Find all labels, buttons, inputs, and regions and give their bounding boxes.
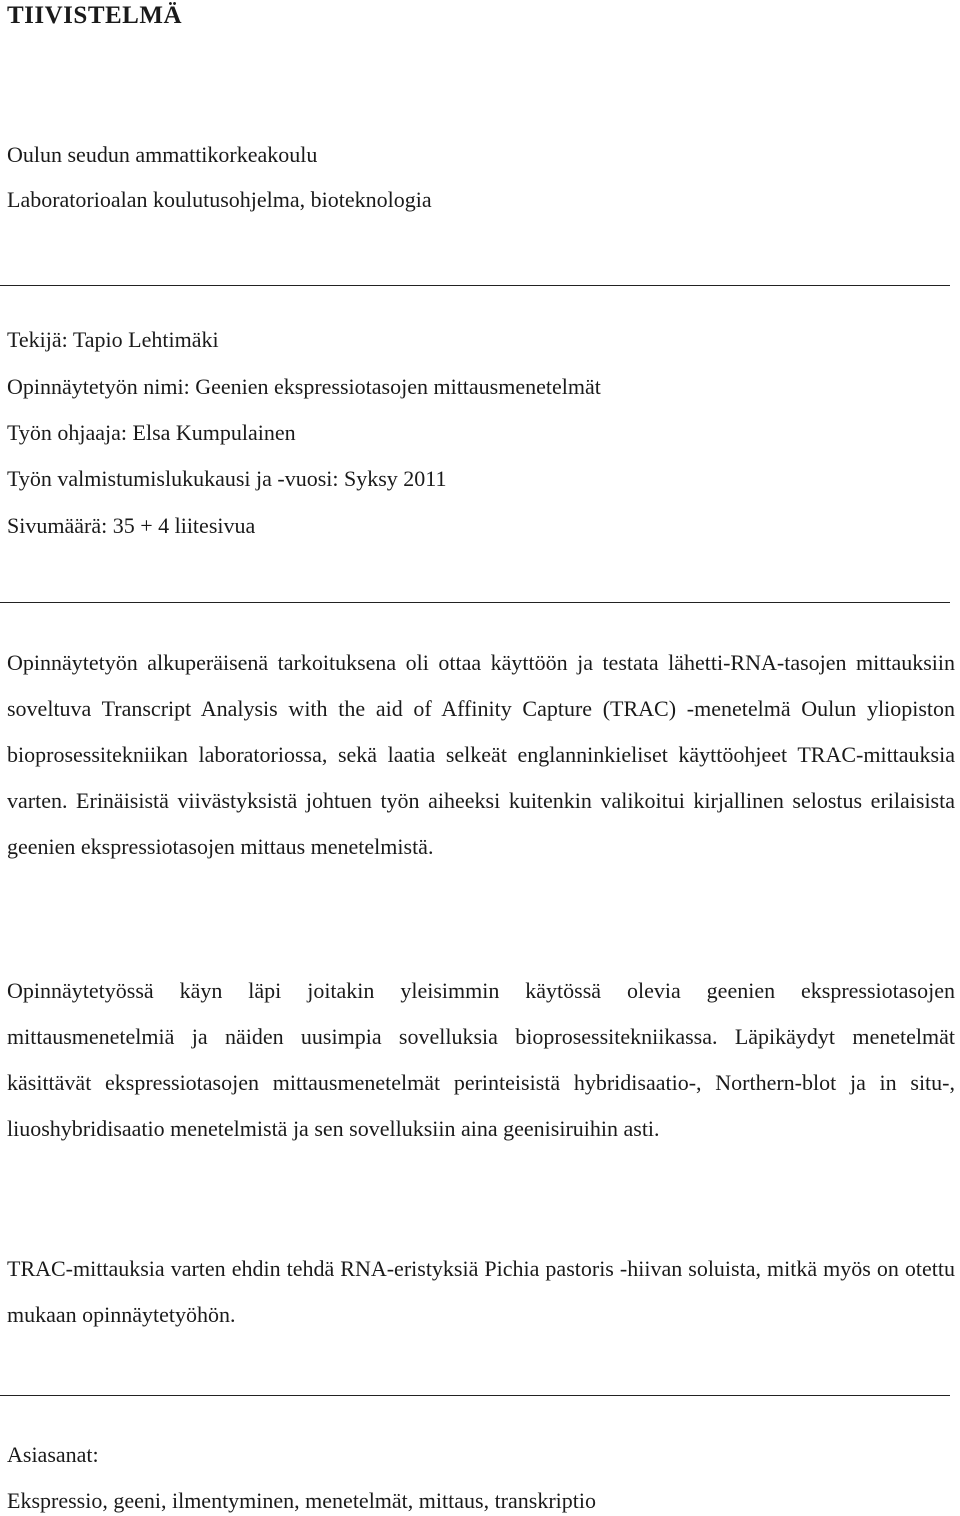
meta-pages: Sivumäärä: 35 + 4 liitesivua [7, 513, 256, 538]
meta-author: Tekijä: Tapio Lehtimäki [7, 327, 219, 352]
meta-completion: Työn valmistumislukukausi ja -vuosi: Syksy 2011 [7, 466, 447, 491]
abstract-paragraph-3: TRAC-mittauksia varten ehdin tehdä RNA-eristyksiä Pichia pastoris -hiivan soluista, mitkä myös on otettu mukaan opinnäytetyöhön. [7, 1256, 955, 1327]
meta-supervisor: Työn ohjaaja: Elsa Kumpulainen [7, 420, 296, 445]
divider-top [0, 285, 950, 286]
institution-programme: Laboratorioalan koulutusohjelma, bioteknologia [7, 187, 432, 212]
divider-middle [0, 602, 950, 603]
keywords-value: Ekspressio, geeni, ilmentyminen, menetelmät, mittaus, transkriptio [7, 1488, 596, 1513]
divider-bottom [0, 1395, 950, 1396]
keywords-label: Asiasanat: [7, 1442, 99, 1467]
page-title: TIIVISTELMÄ [7, 2, 182, 29]
meta-thesis-title: Opinnäytetyön nimi: Geenien ekspressiotasojen mittausmenetelmät [7, 374, 601, 399]
abstract-paragraph-2: Opinnäytetyössä käyn läpi joitakin yleisimmin käytössä olevia geenien ekspressiotasojen mittausmenetelmiä ja näiden uusimpia sovelluksia bioprosessitekniikassa. Läpikäydyt menetelmät käsittävät ekspressiotasojen mittausmenetelmät perinteisistä hybridisaatio-, Northern-blot ja in situ-, liuoshybridisaatio menetelmistä ja sen sovelluksiin aina geenisiruihin asti. [7, 978, 955, 1141]
institution-school: Oulun seudun ammattikorkeakoulu [7, 142, 318, 167]
abstract-paragraph-1: Opinnäytetyön alkuperäisenä tarkoituksena oli ottaa käyttöön ja testata lähetti-RNA-tasojen mittauksiin soveltuva Transcript Analysis with the aid of Affinity Capture (TRAC) -menetelmä Oulun yliopiston bioprosessitekniikan laboratoriossa, sekä laatia selkeät englanninkieliset käyttöohjeet TRAC-mittauksia varten. Erinäisistä viivästyksistä johtuen työn aiheeksi kuitenkin valikoitui kirjallinen selostus erilaisista geenien ekspressiotasojen mittaus menetelmistä. [7, 650, 955, 859]
